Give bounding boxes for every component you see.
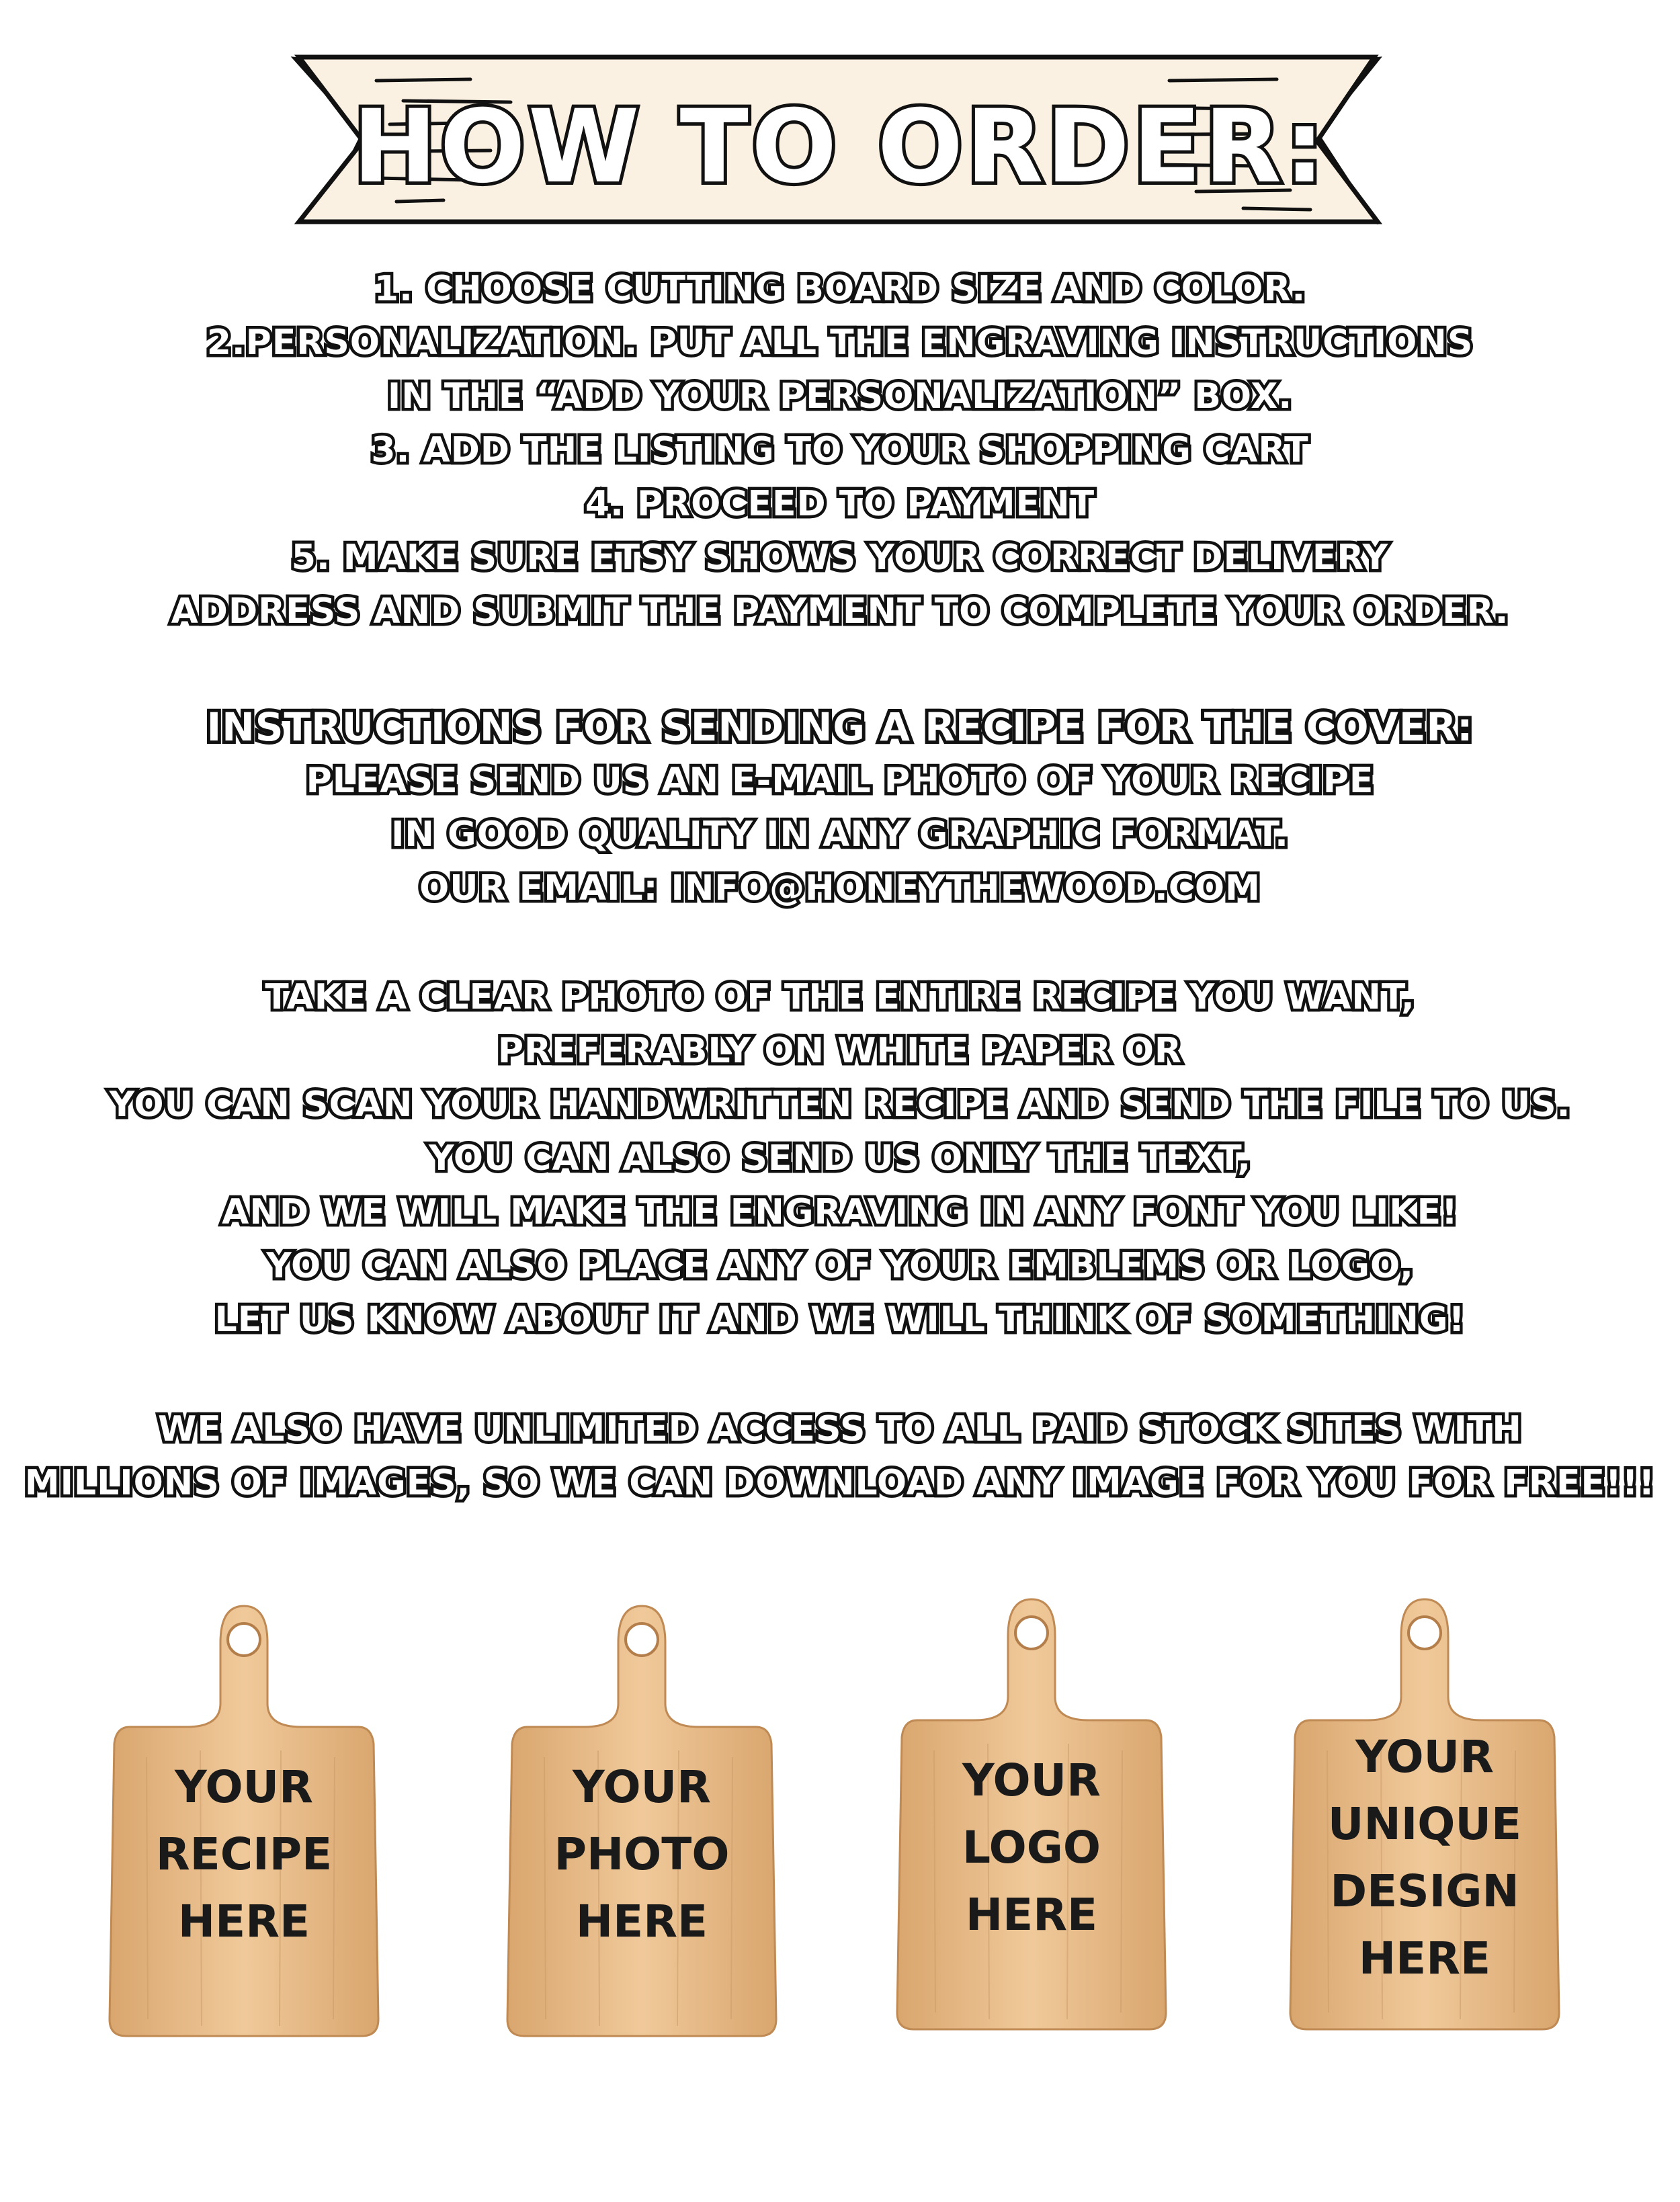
cutting-board-4	[1287, 1596, 1562, 2039]
stock-line: MILLIONS OF IMAGES, SO WE CAN DOWNLOAD ANY IMAGE FOR YOU FOR FREE!!!	[24, 1463, 1656, 1503]
step-line: ADDRESS AND SUBMIT THE PAYMENT TO COMPLETE YOUR ORDER.	[171, 591, 1509, 632]
banner-title: How to order:	[352, 89, 1328, 206]
board-label: PHOTO	[554, 1828, 730, 1880]
photo-line: YOU CAN ALSO SEND US ONLY THE TEXT,	[428, 1138, 1252, 1179]
board-label: YOUR	[1355, 1731, 1494, 1783]
step-line: IN THE “ADD YOUR PERSONALIZATION” BOX.	[387, 376, 1293, 417]
recipe-line: IN GOOD QUALITY IN ANY GRAPHIC FORMAT.	[391, 814, 1289, 855]
stock-line: WE ALSO HAVE UNLIMITED ACCESS TO ALL PAID STOCK SITES WITH	[158, 1409, 1522, 1449]
recipe-line: PLEASE SEND US AN E-MAIL PHOTO OF YOUR RECIPE	[306, 761, 1374, 801]
board-label: RECIPE	[155, 1828, 333, 1880]
recipe-heading: INSTRUCTIONS FOR SENDING A RECIPE FOR THE COVER:	[206, 704, 1474, 750]
step-line: 1. CHOOSE CUTTING BOARD SIZE AND COLOR.	[374, 269, 1306, 309]
photo-line: YOU CAN ALSO PLACE ANY OF YOUR EMBLEMS OR LOGO,	[266, 1246, 1414, 1286]
photo-line: LET US KNOW ABOUT IT AND WE WILL THINK OF SOMETHING!	[214, 1300, 1466, 1340]
step-line: 4. PROCEED TO PAYMENT	[585, 484, 1095, 524]
recipe-email-line: OUR EMAIL: INFO@HONEYTHEWOOD.COM	[419, 868, 1261, 908]
photo-line: AND WE WILL MAKE THE ENGRAVING IN ANY FONT YOU LIKE!	[222, 1192, 1458, 1232]
board-label: HERE	[965, 1889, 1098, 1941]
cutting-board-2	[504, 1603, 780, 2046]
cutting-board-1	[106, 1603, 382, 2046]
board-label: HERE	[575, 1896, 708, 1947]
photo-line: PREFERABLY ON WHITE PAPER OR	[497, 1031, 1183, 1071]
board-label: LOGO	[962, 1822, 1101, 1873]
board-label: HERE	[177, 1896, 310, 1947]
step-line: 3. ADD THE LISTING TO YOUR SHOPPING CART	[371, 430, 1309, 470]
board-label: UNIQUE	[1327, 1798, 1522, 1850]
cutting-board-3	[894, 1596, 1169, 2039]
board-label: YOUR	[175, 1761, 313, 1813]
step-line: 5. MAKE SURE ETSY SHOWS YOUR CORRECT DELIVERY	[291, 538, 1389, 578]
board-label: YOUR	[962, 1754, 1101, 1806]
title-banner	[0, 0, 1680, 242]
photo-line: TAKE A CLEAR PHOTO OF THE ENTIRE RECIPE YOU WANT,	[265, 977, 1415, 1017]
board-label: DESIGN	[1330, 1865, 1519, 1917]
board-label: YOUR	[573, 1761, 711, 1813]
step-line: 2.PERSONALIZATION. PUT ALL THE ENGRAVING INSTRUCTIONS	[206, 323, 1474, 363]
photo-line: YOU CAN SCAN YOUR HANDWRITTEN RECIPE AND SEND THE FILE TO US.	[109, 1085, 1571, 1125]
board-label: HERE	[1358, 1933, 1491, 1984]
